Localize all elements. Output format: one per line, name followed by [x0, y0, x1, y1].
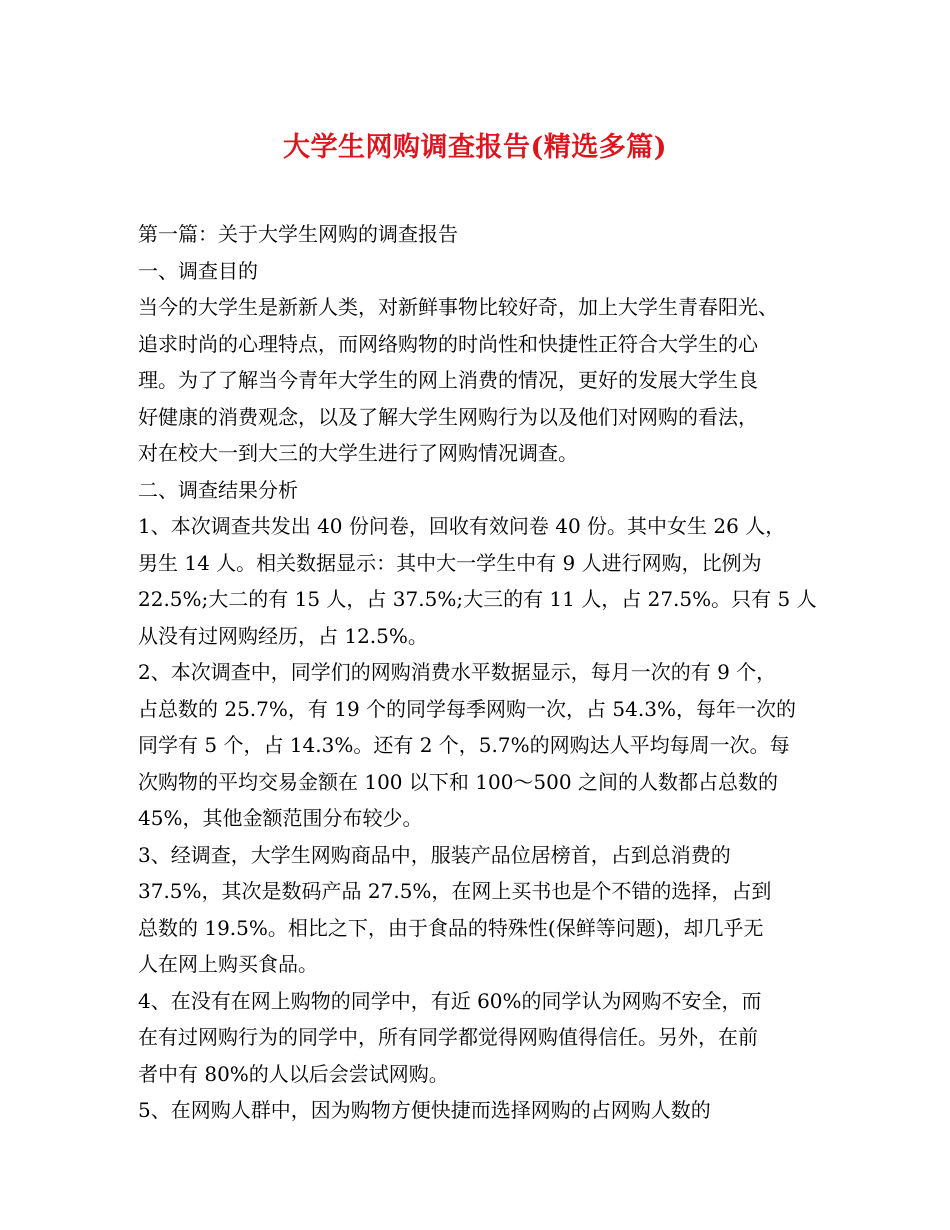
body-line: 好健康的消费观念，以及了解大学生网购行为以及他们对网购的看法，	[138, 404, 758, 429]
document-body	[138, 216, 818, 1129]
body-line: 2、本次调查中，同学们的网购消费水平数据显示，每月一次的有 9 个，	[138, 660, 777, 684]
section-heading-part-one: 第一篇：关于大学生网购的调查报告	[138, 222, 458, 246]
body-line: 占总数的 25.7%，有 19 个的同学每季网购一次，占 54.3%，每年一次的	[138, 696, 796, 721]
document-title: 大学生网购调查报告(精选多篇)	[282, 132, 668, 163]
body-line: 总数的 19.5%。相比之下，由于食品的特殊性(保鲜等问题)，却几乎无	[138, 915, 764, 940]
section-heading-analysis: 二、调查结果分析	[138, 477, 298, 502]
body-line: 理。为了了解当今青年大学生的网上消费的情况，更好的发展大学生良	[138, 368, 758, 392]
body-line: 对在校大一到大三的大学生进行了网购情况调查。	[138, 441, 578, 465]
body-line: 3、经调查，大学生网购商品中，服装产品位居榜首，占到总消费的	[138, 842, 731, 867]
body-line: 次购物的平均交易金额在 100 以下和 100～500 之间的人数都占总数的	[138, 769, 778, 794]
section-heading-purpose: 一、调查目的	[138, 258, 258, 283]
body-line: 同学有 5 个，占 14.3%。还有 2 个，5.7%的网购达人平均每周一次。每	[138, 733, 790, 757]
body-line: 当今的大学生是新新人类，对新鲜事物比较好奇，加上大学生青春阳光、	[138, 295, 778, 319]
body-line: 在有过网购行为的同学中，所有同学都觉得网购值得信任。另外，在前	[138, 1025, 758, 1049]
body-line: 从没有过网购经历，占 12.5%。	[138, 623, 428, 648]
body-line: 37.5%，其次是数码产品 27.5%，在网上买书也是个不错的选择，占到	[138, 879, 772, 903]
body-line: 1、本次调查共发出 40 份问卷，回收有效问卷 40 份。其中女生 26 人，	[138, 514, 786, 538]
body-line: 男生 14 人。相关数据显示：其中大一学生中有 9 人进行网购，比例为	[138, 550, 762, 575]
body-line: 5、在网购人群中，因为购物方便快捷而选择网购的占网购人数的	[138, 1098, 711, 1122]
body-line: 追求时尚的心理特点，而网络购物的时尚性和快捷性正符合大学生的心	[138, 331, 758, 356]
body-line: 45%，其他金额范围分布较少。	[138, 806, 423, 830]
body-line: 人在网上购买食品。	[138, 952, 318, 976]
body-line: 4、在没有在网上购物的同学中，有近 60%的同学认为网购不安全，而	[138, 988, 762, 1013]
body-line: 者中有 80%的人以后会尝试网购。	[138, 1061, 449, 1086]
body-line: 22.5%;大二的有 15 人，占 37.5%;大三的有 11 人，占 27.5%。只有 5 人	[138, 587, 817, 611]
